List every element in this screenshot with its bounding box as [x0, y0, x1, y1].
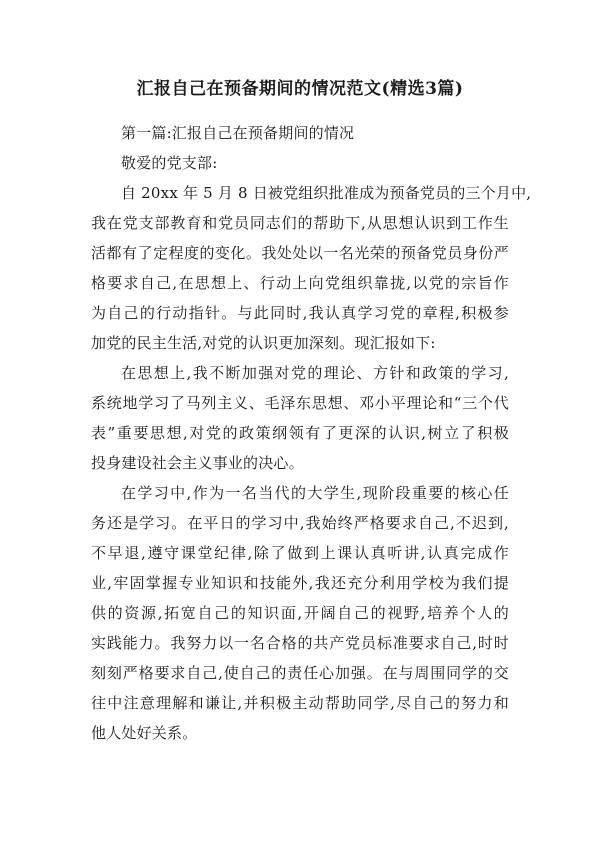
text-line: 表”重要思想,对党的政策纲领有了更深的认识,树立了积极 — [91, 424, 509, 442]
text-line: 为自己的行动指针。与此同时,我认真学习党的章程,积极参 — [91, 304, 509, 322]
text-line: 自 20xx 年 5 月 8 日被党组织批准成为预备党员的三个月中, — [121, 184, 532, 202]
text-line: 实践能力。我努力以一名合格的共产党员标准要求自己,时时 — [91, 634, 509, 652]
text-line: 第一篇:汇报自己在预备期间的情况 — [121, 124, 355, 142]
text-line: 往中注意理解和谦让,并积极主动帮助同学,尽自己的努力和 — [91, 694, 509, 712]
text-line: 投身建设社会主义事业的决心。 — [91, 454, 304, 472]
text-line: 供的资源,拓宽自己的知识面,开阔自己的视野,培养个人的 — [91, 604, 509, 622]
text-line: 加党的民主生活,对党的认识更加深刻。现汇报如下: — [91, 334, 436, 352]
text-line: 他人处好关系。 — [91, 724, 198, 742]
text-line: 敬爱的党支部: — [121, 154, 218, 172]
document-title: 汇报自己在预备期间的情况范文(精选3篇) — [136, 79, 464, 99]
text-line: 我在党支部教育和党员同志们的帮助下,从思想认识到工作生 — [91, 214, 509, 232]
text-line: 活都有了定程度的变化。我处处以一名光荣的预备党员身份严 — [91, 244, 509, 262]
document-body — [91, 118, 532, 748]
text-line: 不早退,遵守课堂纪律,除了做到上课认真听讲,认真完成作 — [91, 544, 509, 562]
text-line: 在思想上,我不断加强对党的理论、方针和政策的学习, — [121, 364, 509, 382]
text-line: 格要求自己,在思想上、行动上向党组织靠拢,以党的宗旨作 — [91, 274, 509, 292]
text-line: 刻刻严格要求自己,使自己的责任心加强。在与周围同学的交 — [91, 664, 509, 682]
text-line: 务还是学习。在平日的学习中,我始终严格要求自己,不迟到, — [91, 514, 509, 532]
text-line: 业,牢固掌握专业知识和技能外,我还充分利用学校为我们提 — [91, 574, 509, 592]
text-line: 系统地学习了马列主义、毛泽东思想、邓小平理论和“三个代 — [91, 394, 509, 412]
text-line: 在学习中,作为一名当代的大学生,现阶段重要的核心任 — [121, 484, 509, 502]
